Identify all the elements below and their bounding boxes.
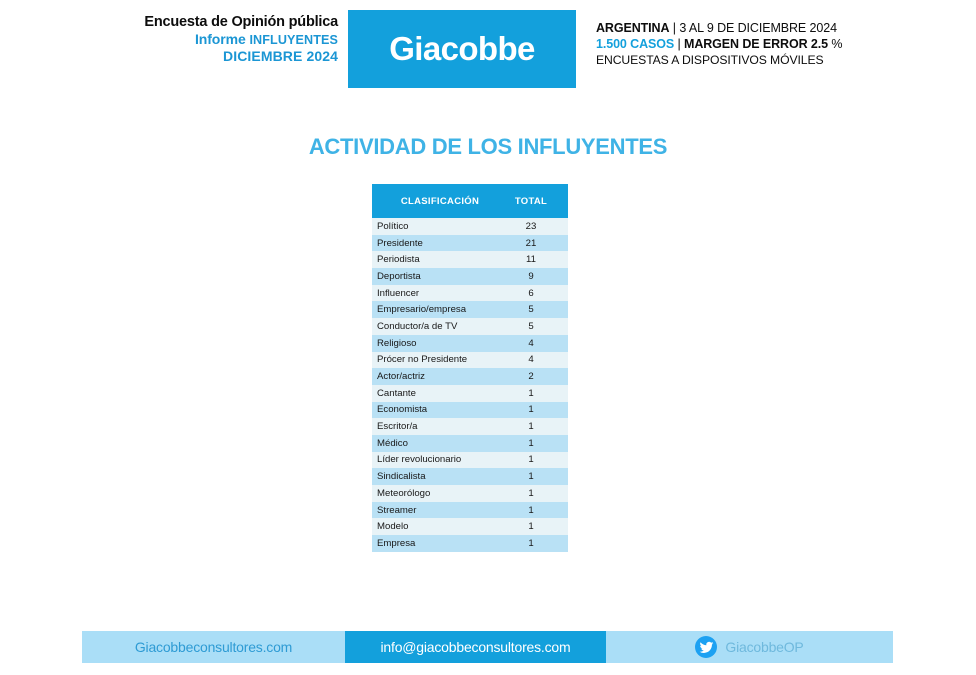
table-cell-clasificacion: Médico (372, 435, 502, 452)
table-row (372, 368, 568, 385)
influencer-activity-table (372, 184, 568, 552)
footer-website-label: Giacobbeconsultores.com (134, 639, 293, 655)
table-cell-clasificacion: Líder revolucionario (372, 452, 502, 469)
table-cell-total: 1 (502, 468, 568, 485)
header-country-date (596, 20, 936, 36)
table-cell-clasificacion: Religioso (372, 335, 502, 352)
header-report-date: DICIEMBRE 2024 (223, 47, 338, 64)
table-cell-clasificacion: Sindicalista (372, 468, 502, 485)
table-cell-total: 1 (502, 485, 568, 502)
table-cell-total: 1 (502, 518, 568, 535)
table-cell-total: 23 (502, 218, 568, 235)
table-row (372, 285, 568, 302)
page-footer (82, 631, 893, 663)
table-row (372, 535, 568, 552)
column-header-total: TOTAL (502, 184, 568, 218)
footer-email-label: info@giacobbeconsultores.com (380, 639, 571, 655)
footer-website-link[interactable] (82, 631, 345, 663)
table-cell-total: 1 (502, 402, 568, 419)
table-cell-clasificacion: Deportista (372, 268, 502, 285)
table-row (372, 235, 568, 252)
table-row (372, 251, 568, 268)
table-row (372, 518, 568, 535)
table-cell-clasificacion: Empresa (372, 535, 502, 552)
table-cell-total: 5 (502, 318, 568, 335)
table-cell-total: 9 (502, 268, 568, 285)
table-row (372, 318, 568, 335)
table-cell-clasificacion: Escritor/a (372, 418, 502, 435)
table-row (372, 502, 568, 519)
table-cell-total: 4 (502, 335, 568, 352)
table-cell-clasificacion: Periodista (372, 251, 502, 268)
table-cell-total: 1 (502, 435, 568, 452)
footer-email-link[interactable] (345, 631, 606, 663)
table-row (372, 385, 568, 402)
header-date-range: 3 AL 9 DE DICIEMBRE 2024 (679, 21, 837, 35)
table-cell-clasificacion: Político (372, 218, 502, 235)
table-cell-clasificacion: Empresario/empresa (372, 301, 502, 318)
table-row (372, 301, 568, 318)
header-country-separator: | (669, 21, 680, 35)
page-header (0, 0, 976, 100)
table-cell-total: 5 (502, 301, 568, 318)
table-row (372, 268, 568, 285)
table-cell-total: 2 (502, 368, 568, 385)
header-report-name-bold: Informe (195, 31, 250, 48)
table-cell-total: 1 (502, 418, 568, 435)
twitter-bird-icon (695, 636, 717, 658)
table-cell-clasificacion: Economista (372, 402, 502, 419)
header-error-margin: MARGEN DE ERROR 2.5 (684, 37, 828, 52)
table-cell-clasificacion: Conductor/a de TV (372, 318, 502, 335)
footer-twitter-link[interactable] (606, 631, 893, 663)
table-cell-clasificacion: Actor/actriz (372, 368, 502, 385)
table-cell-clasificacion: Meteorólogo (372, 485, 502, 502)
header-report-name (0, 31, 338, 48)
table-cell-clasificacion: Modelo (372, 518, 502, 535)
header-report-info (0, 14, 338, 64)
table-row (372, 435, 568, 452)
header-cases-margin (596, 36, 936, 52)
table-row (372, 485, 568, 502)
table-cell-total: 1 (502, 385, 568, 402)
table-cell-total: 4 (502, 352, 568, 369)
table-cell-total: 1 (502, 535, 568, 552)
footer-twitter-handle: GiacobbeOP (725, 639, 804, 655)
table-cell-total: 11 (502, 251, 568, 268)
table-cell-clasificacion: Prócer no Presidente (372, 352, 502, 369)
table-header-row (372, 184, 568, 218)
column-header-clasificacion: CLASIFICACIÓN (372, 184, 502, 218)
table-header (372, 184, 568, 218)
header-country: ARGENTINA (596, 21, 670, 35)
table-body (372, 218, 568, 552)
table-cell-clasificacion: Presidente (372, 235, 502, 252)
logo-text: Giacobbe (389, 30, 535, 67)
table-row (372, 402, 568, 419)
table-cell-total: 6 (502, 285, 568, 302)
table-cell-total: 1 (502, 502, 568, 519)
page-title: ACTIVIDAD DE LOS INFLUYENTES (308, 134, 668, 159)
header-error-margin-percent: % (827, 37, 843, 52)
table-cell-clasificacion: Cantante (372, 385, 502, 402)
table-row (372, 352, 568, 369)
table-row (372, 418, 568, 435)
header-cases: 1.500 CASOS (596, 37, 675, 52)
table-row (372, 452, 568, 469)
header-method: ENCUESTAS A DISPOSITIVOS MÓVILES (596, 52, 824, 67)
header-report-name-topic: INFLUYENTES (249, 33, 338, 48)
table-row (372, 218, 568, 235)
table-cell-total: 21 (502, 235, 568, 252)
header-cases-separator: | (674, 37, 685, 52)
header-survey-type: Encuesta de Opinión pública (144, 14, 338, 30)
table-cell-total: 1 (502, 452, 568, 469)
table-row (372, 335, 568, 352)
table-row (372, 468, 568, 485)
header-survey-metadata (596, 20, 936, 68)
table-cell-clasificacion: Streamer (372, 502, 502, 519)
table-cell-clasificacion: Influencer (372, 285, 502, 302)
giacobbe-logo (348, 10, 576, 88)
